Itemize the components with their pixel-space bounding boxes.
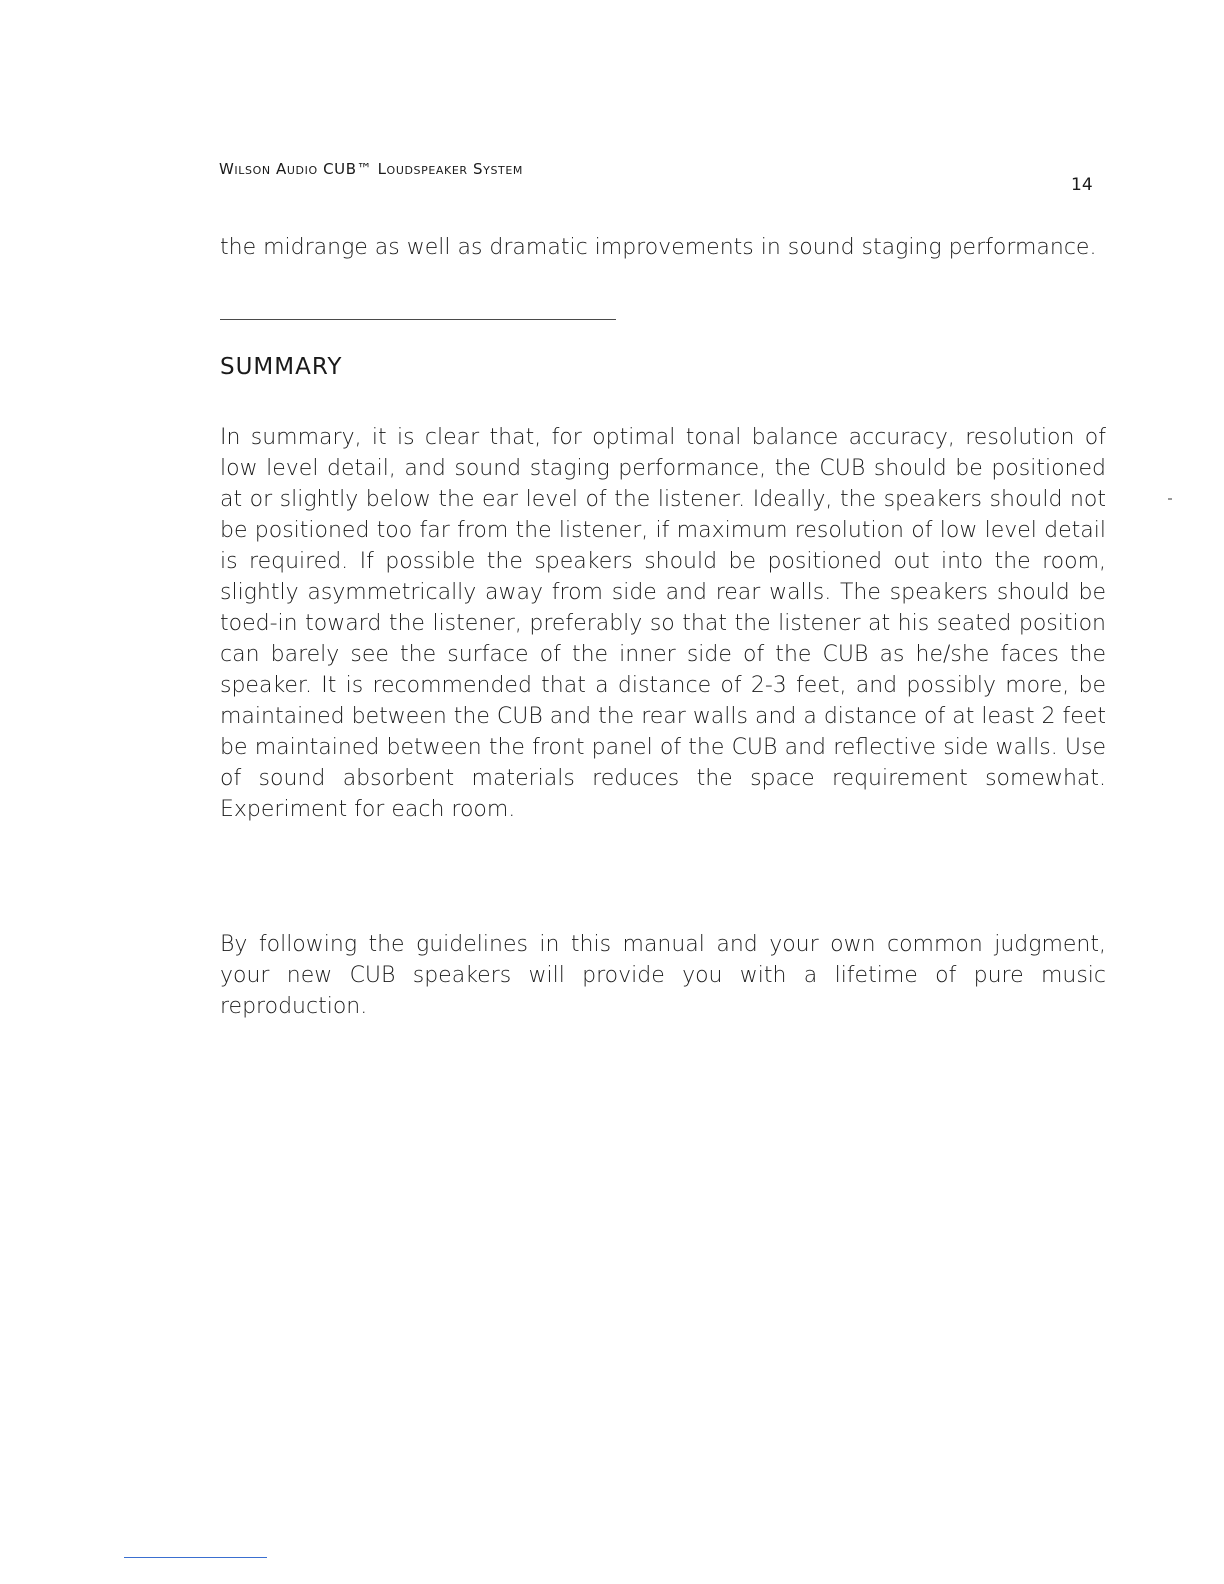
margin-mark [1168, 498, 1172, 500]
footer-rule [124, 1557, 267, 1558]
running-header-title: Wilson Audio CUB™ Loudspeaker System [219, 160, 523, 178]
section-divider [220, 319, 616, 320]
page-number: 14 [1071, 175, 1093, 195]
summary-paragraph-1: In summary, it is clear that, for optimal tonal balance accuracy, resolution of low level detail, and sound staging performance, the CUB should be positioned at or slightly below the ear level of the listener. Ideally, the speakers should not be positioned too far from the listener, if maximum resolution of low level detail is required. If possible the speakers should be positioned out into the room, slightly asymmetrically away from side and rear walls. The speakers should be toed-in toward the listener, preferably so that the listener at his seated position can barely see the surface of the inner side of the CUB as he/she faces the speaker. It is recommended that a distance of 2-3 feet, and possibly more, be maintained between the CUB and the rear walls and a distance of at least 2 feet be maintained between the front panel of the CUB and reflective side walls. Use of sound absorbent materials reduces the space requirement somewhat. Experiment for each room. [220, 425, 1106, 822]
continuation-paragraph: the midrange as well as dramatic improvements in sound staging performance. [220, 235, 1097, 260]
summary-paragraph-2: By following the guidelines in this manual and your own common judgment, your new CUB speakers will provide you with a lifetime of pure music reproduction. [220, 932, 1106, 1019]
section-heading: SUMMARY [220, 354, 343, 380]
